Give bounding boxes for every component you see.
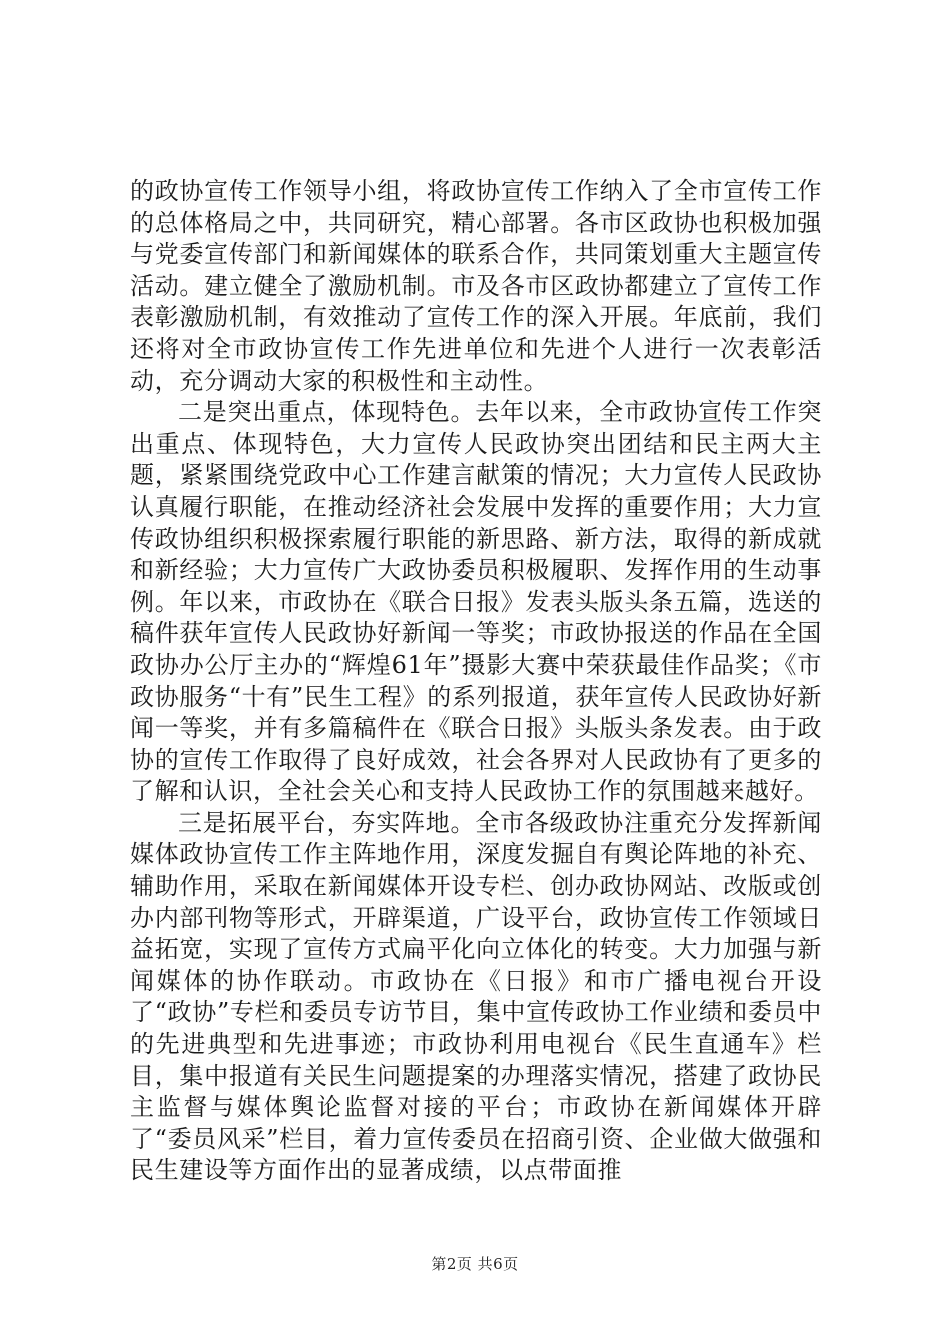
document-body: [130, 176, 822, 1187]
paragraph-continuation: 的政协宣传工作领导小组，将政协宣传工作纳入了全市宣传工作的总体格局之中，共同研究，精心部署。各市区政协也积极加强与党委宣传部门和新闻媒体的联系合作，共同策划重大主题宣传活动。建立健全了激励机制。市及各市区政协都建立了宣传工作表彰激励机制，有效推动了宣传工作的深入开展。年底前，我们还将对全市政协宣传工作先进单位和先进个人进行一次表彰活动，充分调动大家的积极性和主动性。: [130, 177, 822, 395]
paragraph-highlight-features: 二是突出重点，体现特色。去年以来，全市政协宣传工作突出重点、体现特色，大力宣传人民政协突出团结和民主两大主题，紧紧围绕党政中心工作建言献策的情况；大力宣传人民政协认真履行职能，在推动经济社会发展中发挥的重要作用；大力宣传政协组织积极探索履行职能的新思路、新方法，取得的新成就和新经验；大力宣传广大政协委员积极履职、发挥作用的生动事例。年以来，市政协在《联合日报》发表头版头条五篇，选送的稿件获年宣传人民政协好新闻一等奖；市政协报送的作品在全国政协办公厅主办的“辉煌61年”摄影大赛中荣获最佳作品奖；《市政协服务“十有”民生工程》的系列报道，获年宣传人民政协好新闻一等奖，并有多篇稿件在《联合日报》头版头条发表。由于政协的宣传工作取得了良好成效，社会各界对人民政协有了更多的了解和认识，全社会关心和支持人民政协工作的氛围越来越好。: [130, 398, 822, 806]
page-number: 第2页 共6页: [431, 1255, 519, 1273]
paragraph-expand-platform: 三是拓展平台，夯实阵地。全市各级政协注重充分发挥新闻媒体政协宣传工作主阵地作用，深度发掘自有舆论阵地的补充、辅助作用，采取在新闻媒体开设专栏、创办政协网站、改版或创办内部刊物等形式，开辟渠道，广设平台，政协宣传工作领域日益拓宽，实现了宣传方式扁平化向立体化的转变。大力加强与新闻媒体的协作联动。市政协在《日报》和市广播电视台开设了“政协”专栏和委员专访节目，集中宣传政协工作业绩和委员中的先进典型和先进事迹；市政协利用电视台《民生直通车》栏目，集中报道有关民生问题提案的办理落实情况，搭建了政协民主监督与媒体舆论监督对接的平台；市政协在新闻媒体开辟了“委员风采”栏目，着力宣传委员在招商引资、企业做大做强和民生建设等方面作出的显著成绩，以点带面推: [130, 808, 822, 1185]
page-footer: [0, 1253, 950, 1274]
